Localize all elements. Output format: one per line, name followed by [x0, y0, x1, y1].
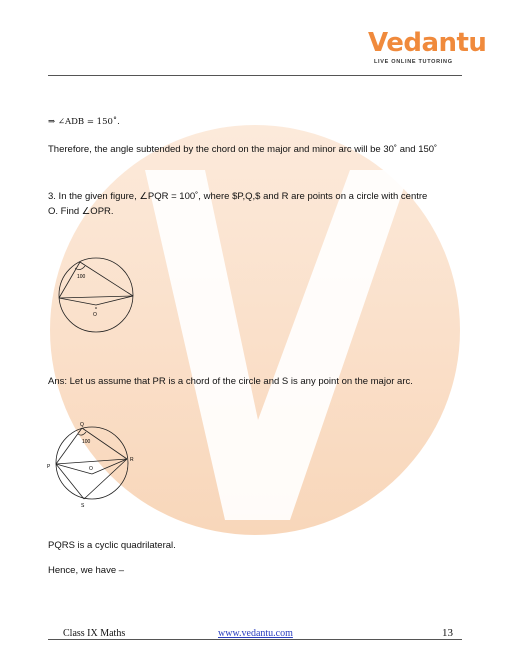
fig2-r-label: R [130, 457, 134, 463]
question-3-line1: 3. In the given figure, ∠PQR = 100˚, where $P,Q,$ and R are points on a circle with centre [48, 191, 428, 202]
page-number: 13 [442, 627, 453, 639]
figure-2-circle [44, 420, 144, 510]
fig2-p-label: P [47, 464, 51, 470]
fig2-s-label: S [81, 503, 85, 509]
hence-text: Hence, we have – [48, 565, 125, 576]
footer-course: Class IX Maths [63, 628, 126, 639]
header-divider [48, 75, 462, 76]
logo-tagline: LIVE ONLINE TUTORING [374, 59, 453, 65]
fig2-o-label: O [89, 466, 93, 472]
footer-website-link[interactable]: www.vedantu.com [218, 628, 293, 639]
fig1-center-label: O [93, 312, 97, 318]
cyclic-quadrilateral-text: PQRS is a cyclic quadrilateral. [48, 540, 176, 551]
vedantu-logo: Vedantu [368, 28, 487, 58]
footer-divider [48, 639, 462, 640]
conclusion-text: Therefore, the angle subtended by the chord on the major and minor arc will be 30˚ and 150˚ [48, 144, 438, 155]
figure-1-circle [50, 255, 145, 335]
question-3-line2: O. Find ∠OPR. [48, 206, 114, 217]
equation-adb: ⇒ ∠ADB = 150˚. [48, 117, 120, 127]
fig2-angle-label: 100 [82, 439, 91, 445]
answer-text: Ans: Let us assume that PR is a chord of the circle and S is any point on the major arc. [48, 376, 413, 387]
fig1-angle-label: 100 [77, 274, 86, 280]
fig2-q-label: Q [80, 422, 84, 428]
